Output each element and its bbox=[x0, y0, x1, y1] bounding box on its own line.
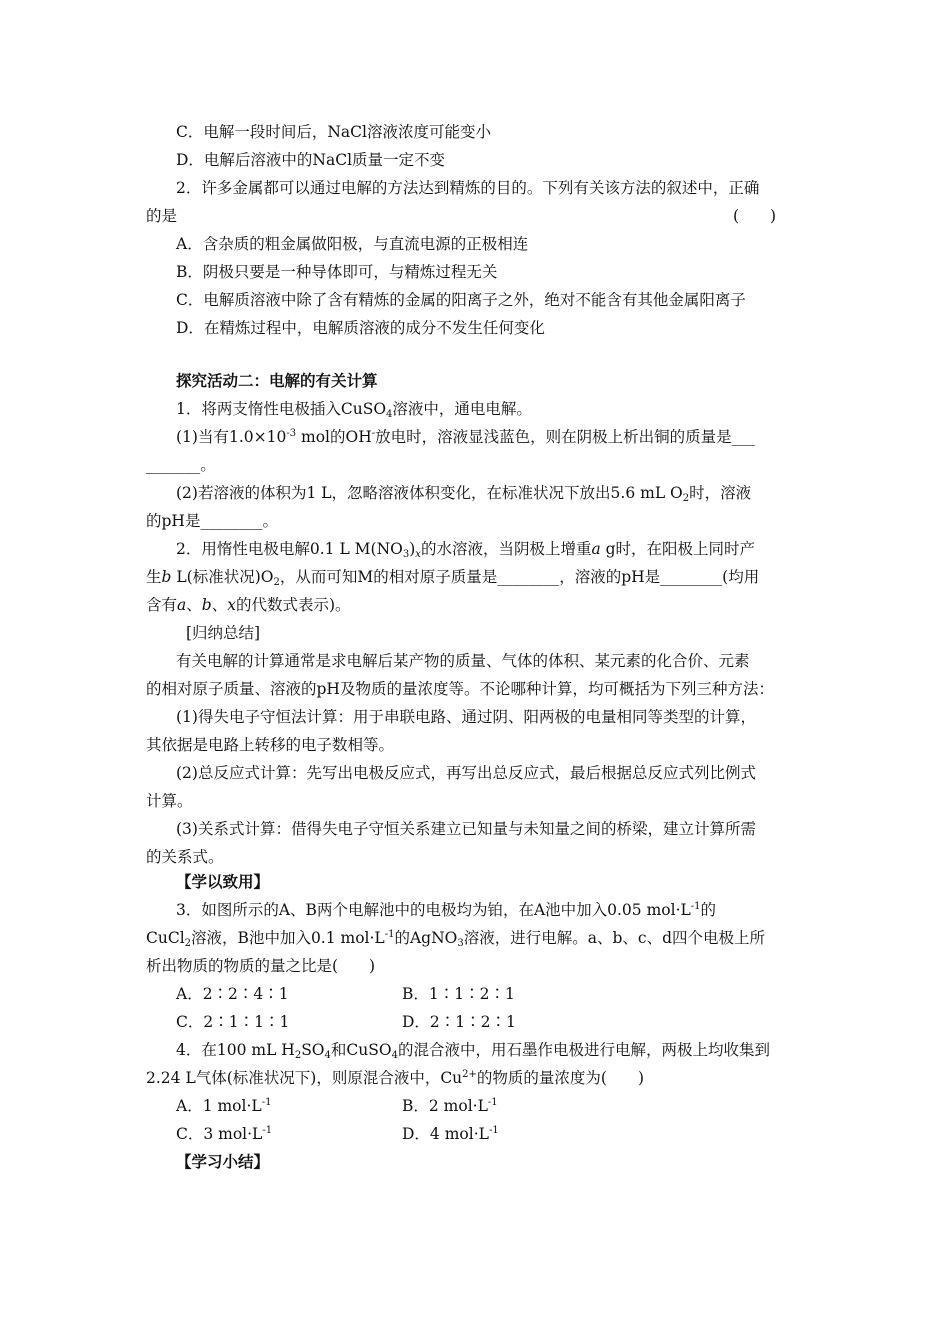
question-4-cont: 2.24 L气体(标准状况下)，则原混合液中，$Cu^{2+}$的物质的量浓度为( ) bbox=[146, 1069, 645, 1087]
apply-heading: 【学以致用】 bbox=[176, 873, 270, 891]
question-3: 3．如图所示的A、B两个电解池中的电极均为铂，在A池中加入0.05 $mol\cdot L^{-1}$的 bbox=[176, 901, 717, 919]
calc-question-1-part-2-cont: 的pH是________。 bbox=[146, 512, 278, 530]
option-d: D．电解后溶液中的NaCl质量一定不变 bbox=[176, 151, 446, 169]
question-2-stem: 2．许多金属都可以通过电解的方法达到精炼的目的。下列有关该方法的叙述中，正确 bbox=[176, 179, 760, 197]
method-1-cont: 其依据是电路上转移的电子数相等。 bbox=[146, 736, 395, 754]
option-c: C．电解质溶液中除了含有精炼的金属的阳离子之外，绝对不能含有其他金属阳离子 bbox=[176, 291, 746, 309]
calc-question-1: 1．将两支惰性电极插入CuSO$_4$溶液中，通电电解。 bbox=[176, 400, 532, 420]
q3-option-a: A．2∶2∶4∶1 bbox=[176, 985, 289, 1003]
question-3-cont: CuCl$_2$溶液，B池中加入0.1 $mol\cdot L^{-1}$的AgNO$_3$溶液，进行电解。a、b、c、d四个电极上所 bbox=[146, 929, 766, 949]
q3-option-c: C．2∶1∶1∶1 bbox=[176, 1013, 290, 1031]
answer-paren: ( ) bbox=[733, 207, 777, 225]
section-title: 探究活动二：电解的有关计算 bbox=[176, 372, 378, 390]
calc-question-2-cont: 生b L(标准状况)$O_2$，从而可知M的相对原子质量是________，溶液的pH是________(均用 bbox=[146, 568, 760, 588]
summary-text: 有关电解的计算通常是求电解后某产物的质量、气体的体积、某元素的化合价、元素 bbox=[176, 652, 750, 670]
question-2-stem-cont: 的是 bbox=[146, 207, 178, 225]
summary-text: 的相对原子质量、溶液的pH及物质的量浓度等。不论哪种计算，均可概括为下列三种方法： bbox=[146, 680, 774, 698]
option-a: A．含杂质的粗金属做阳极，与直流电源的正极相连 bbox=[176, 235, 529, 253]
method-3: (3)关系式计算：借得失电子守恒关系建立已知量与未知量之间的桥梁，建立计算所需 bbox=[176, 820, 756, 838]
question-4: 4．在100 mL $H_2SO_4$和CuSO$_4$的混合液中，用石墨作电极进行电解，两极上均收集到 bbox=[176, 1041, 770, 1061]
summary-heading: [归纳总结] bbox=[186, 624, 261, 642]
method-1: (1)得失电子守恒法计算：用于串联电路、通过阴、阳两极的电量相同等类型的计算， bbox=[176, 708, 756, 726]
question-3-cont: 析出物质的物质的量之比是( ) bbox=[146, 957, 376, 975]
option-b: B．阴极只要是一种导体即可，与精炼过程无关 bbox=[176, 263, 498, 281]
calc-question-2-cont: 含有a、b、x的代数式表示)。 bbox=[146, 596, 351, 614]
q3-option-b: B．1∶1∶2∶1 bbox=[402, 985, 515, 1003]
option-d: D．在精炼过程中，电解质溶液的成分不发生任何变化 bbox=[176, 319, 545, 337]
calc-question-2: 2．用惰性电极电解0.1 L $M(NO_3)_x$的水溶液，当阴极上增重a g时，在阳极上同时产 bbox=[176, 540, 756, 560]
q4-option-d: D．4 $mol\cdot L^{-1}$ bbox=[402, 1125, 499, 1143]
calc-question-1-part-2: (2)若溶液的体积为1 L，忽略溶液体积变化，在标准状况下放出5.6 mL $O_2$时，溶液 bbox=[176, 484, 752, 504]
q3-option-d: D．2∶1∶2∶1 bbox=[402, 1013, 516, 1031]
method-2-cont: 计算。 bbox=[146, 792, 193, 810]
q4-option-a: A．1 $mol\cdot L^{-1}$ bbox=[176, 1097, 272, 1115]
method-2: (2)总反应式计算：先写出电极反应式，再写出总反应式，最后根据总反应式列比例式 bbox=[176, 764, 756, 782]
calc-question-1-part-1: (1)当有$1.0\times 10^{-3}$ mol的OH-放电时，溶液显浅蓝色，则在阴极上析出铜的质量是___ bbox=[176, 428, 755, 446]
method-3-cont: 的关系式。 bbox=[146, 848, 224, 866]
answer-blank: _______。 bbox=[146, 456, 216, 474]
q4-option-c: C．3 $mol\cdot L^{-1}$ bbox=[176, 1125, 273, 1143]
study-summary-heading: 【学习小结】 bbox=[176, 1153, 270, 1171]
option-c: C．电解一段时间后，NaCl溶液浓度可能变小 bbox=[176, 123, 491, 141]
q4-option-b: B．2 $mol\cdot L^{-1}$ bbox=[402, 1097, 498, 1115]
